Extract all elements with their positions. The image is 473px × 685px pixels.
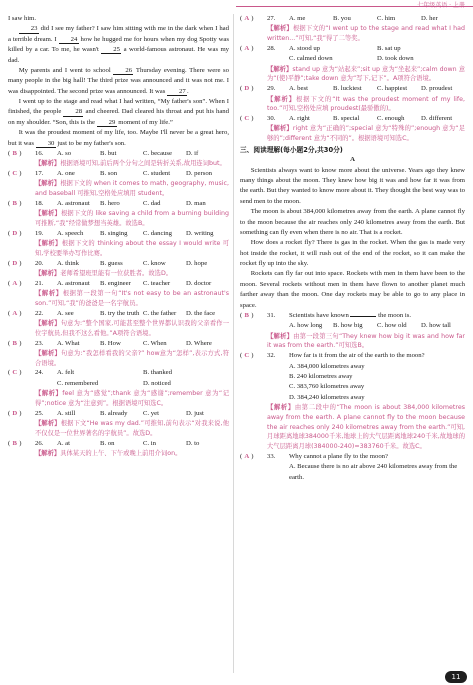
passage-paragraph xyxy=(8,66,229,97)
option-d: D. person xyxy=(186,170,213,177)
question-number: 17. xyxy=(35,170,44,177)
options xyxy=(289,84,465,94)
answer-slot: ( A ) xyxy=(240,44,267,54)
answer-letter: C xyxy=(12,170,18,177)
question-number: 18. xyxy=(35,199,44,207)
explanation: 【解析】老师希望班里能有一位获胜者。故选D。 xyxy=(35,270,173,277)
option-d: D. the face xyxy=(186,309,216,317)
passage-text: did I see my father? I saw him sitting with me in the dark when I had a terrible dream. I xyxy=(8,25,229,43)
option-b: B. but xyxy=(100,149,117,157)
option-a: A. right xyxy=(289,115,310,122)
explanation: 【解析】根据下文的 thinking about the essay I would write 可知,学校要举办写作比赛。 xyxy=(35,240,229,257)
question-stem: Scientists have known the moon is. xyxy=(289,311,412,319)
question-row xyxy=(240,44,465,65)
option-c: C. how old xyxy=(377,322,407,330)
answer-letter: B xyxy=(244,311,249,319)
passage-text: moment of my life.” xyxy=(116,118,173,126)
question-number: 30. xyxy=(267,115,276,122)
question-number: 26. xyxy=(35,439,44,447)
passage-paragraph xyxy=(8,24,229,66)
question-26 xyxy=(8,439,229,459)
passage-text: It was the proudest moment of my life, too. Maybe I'll never be a great hero, but it was xyxy=(8,129,229,147)
answer-letter: D xyxy=(12,229,18,237)
question-row xyxy=(240,14,465,24)
question-17 xyxy=(8,169,229,199)
question-29 xyxy=(240,84,465,114)
option-d: D. to xyxy=(186,439,200,447)
option-c: C. him xyxy=(377,15,396,22)
answer-slot: ( C ) xyxy=(8,368,35,378)
question-row xyxy=(8,229,229,239)
answer-slot: ( C ) xyxy=(240,351,267,361)
option-c: C. calmed down xyxy=(289,55,333,63)
passage-text: . xyxy=(187,87,189,95)
option-b: B. on xyxy=(100,439,115,447)
answer-letter: D xyxy=(12,259,18,267)
question-row xyxy=(8,439,229,449)
left-question-list xyxy=(8,149,229,459)
blank-23: 23 xyxy=(19,25,39,33)
question-30 xyxy=(240,114,465,144)
answer-letter: B xyxy=(12,149,17,157)
passage-text: I went up to the stage and read what I had written, “My father's son”. When I finished, the people xyxy=(8,98,229,116)
option-d: D. her xyxy=(421,15,438,22)
option-b: B. singing xyxy=(100,229,128,237)
option-b: B. you xyxy=(333,15,351,22)
option-d: D. noticed xyxy=(143,379,171,387)
option-c: C. enough xyxy=(377,115,405,122)
options-32 xyxy=(289,362,465,404)
blank-25: 25 xyxy=(101,46,121,54)
option-b: B. special xyxy=(333,115,360,122)
option-c: C. know xyxy=(143,259,166,267)
question-number: 19. xyxy=(35,229,44,237)
option-c: C. When xyxy=(143,339,167,347)
option-c: C. dad xyxy=(143,199,161,207)
question-27 xyxy=(240,14,465,44)
option-a: A. What xyxy=(57,339,80,347)
question-16 xyxy=(8,149,229,169)
options xyxy=(57,259,229,269)
answer-letter: D xyxy=(12,409,18,417)
question-24 xyxy=(8,368,229,408)
option-d: D. 384,240 kilometres away xyxy=(289,393,365,401)
question-number: 31. xyxy=(267,311,276,319)
option-a: A. astronaut xyxy=(57,279,90,287)
option-d: D. just xyxy=(186,409,204,417)
answer-letter: A xyxy=(244,44,250,52)
question-32 xyxy=(240,351,465,361)
option-d: D. proudest xyxy=(421,85,453,93)
explanation: 【解析】具体某天的上午、下午或晚上前用介词on。 xyxy=(35,449,182,457)
question-25 xyxy=(8,409,229,439)
option-a: A. so xyxy=(57,149,72,157)
option-b: B. 240 kilometres away xyxy=(289,372,353,380)
option-a: A. me xyxy=(289,15,306,22)
question-number: 28. xyxy=(267,44,276,52)
answer-letter: B xyxy=(12,199,17,207)
reading-paragraph: How does a rocket fly? There is gas in the rocket. When the gas is made very hot inside the rocket, it will rush out of the end of the rocket, so it can make the rocket fly up into the sky. xyxy=(240,239,465,267)
question-row xyxy=(8,149,229,159)
question-33 xyxy=(240,452,465,462)
passage-text: a world-famous astronaut. He was my dad. xyxy=(8,46,229,64)
question-18 xyxy=(8,199,229,229)
question-row xyxy=(8,279,229,289)
option-d: D. man xyxy=(186,199,206,207)
question-number: 33. xyxy=(267,452,276,460)
options xyxy=(57,309,229,319)
options xyxy=(57,149,229,159)
passage-paragraph xyxy=(8,97,229,128)
answer-slot: ( D ) xyxy=(240,84,267,94)
explanation: 【解析】根据下文的“I went up to the stage and read what I had written...”可知,“我”得了二等奖。 xyxy=(267,25,465,43)
question-number: 24. xyxy=(35,369,44,377)
explanation: 【解析】根据下文的 like saving a child from a burning building 可推断,“我”经常做梦想当英雄。故选B。 xyxy=(35,210,229,227)
option-a: A. still xyxy=(57,409,76,417)
passage-text: just to be my father's son. xyxy=(55,139,126,147)
option-a: A. Because there is no air above 240 kilometres away from the earth. xyxy=(289,463,458,481)
explanation: 【解析】根据下文“He was my dad.”可推知,前句表示“对我来说,他不仅仅是一位世界著名的宇航员”。故选D。 xyxy=(35,420,229,437)
option-b: B. how big xyxy=(333,322,363,330)
answer-letter: A xyxy=(244,452,250,460)
option-d: D. doctor xyxy=(186,279,212,287)
blank-26: 26 xyxy=(113,67,133,75)
option-c: C. the father xyxy=(143,309,177,317)
option-d: D. different xyxy=(421,115,453,122)
reading-paragraph: Scientists always want to know more about the universe. Years ago they knew many things about the moon. They knew how big it was and how far it was from the earth. But they wanted to know more about it. They thought the best way was to send men to the moon. xyxy=(240,166,465,205)
explanation: 【解析】句意为:“我怎样看我的父亲?” how意为“怎样”,表示方式,符合语境。 xyxy=(35,349,230,367)
right-column xyxy=(240,14,465,483)
options xyxy=(57,368,229,389)
option-b: B. luckiest xyxy=(333,85,362,93)
option-d: D. how tall xyxy=(421,322,451,330)
options xyxy=(57,439,229,449)
answer-letter: A xyxy=(12,309,18,317)
option-b: B. How xyxy=(100,339,121,347)
explanation: 【解析】stand up 意为“站起来”;sit up 意为“坐起来”;calm down 意为“(使)平静”;take down 意为“写下,记下”。A项符合语境。 xyxy=(267,65,466,83)
blank-24: 24 xyxy=(59,36,79,44)
explanation: 【解析】根据下文的“It was the proudest moment of my life, too.”可知,空格处应填 proudest(最骄傲的)。 xyxy=(267,95,465,113)
question-number: 32. xyxy=(267,352,276,360)
stem-blank xyxy=(350,316,376,317)
blank-27: 27 xyxy=(167,88,187,96)
blank-30: 30 xyxy=(36,140,56,148)
options xyxy=(289,44,465,65)
options-31 xyxy=(289,321,465,331)
answer-slot: ( A ) xyxy=(240,14,267,24)
question-number: 29. xyxy=(267,85,276,93)
option-c: C. 383,760 kilometres away xyxy=(289,383,365,391)
explanation: 【解析】feel 意为“感觉”;thank 意为“感谢”;remember 意为“记得”;notice 意为“注意到”。根据语境可知选C。 xyxy=(35,390,229,407)
question-row xyxy=(8,199,229,209)
option-c: C. because xyxy=(143,149,172,157)
question-stem: Why cannot a plane fly to the moon? xyxy=(289,452,388,460)
question-row xyxy=(8,339,229,349)
question-28 xyxy=(240,44,465,84)
options xyxy=(57,169,229,179)
options xyxy=(289,14,465,24)
option-b: B. thanked xyxy=(143,369,172,377)
answer-letter: A xyxy=(12,279,18,287)
question-19 xyxy=(8,229,229,259)
answer-letter: A xyxy=(244,15,250,22)
options xyxy=(57,409,229,419)
option-c: C. yet xyxy=(143,409,159,417)
answer-letter: C xyxy=(12,369,18,377)
option-a: A. at xyxy=(57,439,70,447)
option-c: C. happiest xyxy=(377,85,408,93)
option-c: C. remembered xyxy=(57,379,99,387)
answer-slot: ( D ) xyxy=(8,409,35,419)
answer-letter: B xyxy=(12,339,17,347)
passage-label: A xyxy=(350,156,355,164)
header-deco: 七年级英语 · 上册 xyxy=(417,2,465,9)
option-d: D. Where xyxy=(186,339,212,347)
option-c: C. dancing xyxy=(143,229,172,237)
question-number: 25. xyxy=(35,409,44,417)
answer-slot: ( B ) xyxy=(8,149,35,159)
passage-line: I saw him. xyxy=(8,15,37,22)
question-row xyxy=(8,368,229,389)
section-title: 三、阅读理解(每小题2分,共30分) xyxy=(240,145,343,154)
option-a: A. felt xyxy=(57,369,75,377)
left-column xyxy=(8,14,229,459)
question-number: 23. xyxy=(35,339,44,347)
question-row xyxy=(8,309,229,319)
options xyxy=(57,199,229,209)
question-20 xyxy=(8,259,229,279)
option-b: B. guess xyxy=(100,259,123,267)
passage-text: how he hugged me for hours when my dog Spotty was killed by a car. To me, he wasn't xyxy=(8,35,229,54)
explanation: 【解析】句意为:“整个国家,可能甚至整个世界都认识我的父亲看作一位宇航员,但我不这么看他。”A项符合语境。 xyxy=(35,320,230,337)
column-divider xyxy=(233,14,234,673)
option-a: A. speech xyxy=(57,229,84,237)
option-a: A. think xyxy=(57,259,79,267)
passage-text: and cheered. Dad cleared his throat and put his hand on my shoulder. “Son, this is the xyxy=(8,108,229,126)
option-a: A. astronaut xyxy=(57,199,90,207)
option-c: C. student xyxy=(143,170,171,177)
passage-paragraph xyxy=(8,128,229,149)
explanation: 【解析】right 意为“正确的”;special 意为“特殊的”;enough 意为“足够的”;different 意为“不同的”。根据语境可知选C。 xyxy=(267,125,465,143)
question-row xyxy=(8,259,229,269)
question-22 xyxy=(8,309,229,339)
question-number: 20. xyxy=(35,259,44,267)
answer-slot: ( B ) xyxy=(8,339,35,349)
option-d: D. took down xyxy=(377,55,414,63)
page-number: 11 xyxy=(445,671,467,683)
option-a: A. see xyxy=(57,309,74,317)
answer-letter: C xyxy=(244,352,250,360)
answer-slot: ( B ) xyxy=(240,311,267,321)
option-a: A. 384,000 kilometres away xyxy=(289,362,365,370)
answer-slot: ( B ) xyxy=(8,199,35,209)
answer-slot: ( D ) xyxy=(8,259,35,269)
answer-slot: ( C ) xyxy=(8,169,35,179)
answer-slot: ( C ) xyxy=(240,114,267,124)
question-row xyxy=(8,169,229,179)
reading-paragraph: The moon is about 384,000 kilometres away from the earth. A plane cannot fly to the moon because the air reaches only 240 kilometres away from the earth. But something can fly even when there is no air. That is a rocket. xyxy=(240,208,465,236)
option-a: A. how long xyxy=(289,322,323,330)
right-question-list xyxy=(240,14,465,144)
explanation: 【解析】根据下文的 when it comes to math, geography, music, and baseball 可推知,空格处应填用 student。 xyxy=(35,180,230,198)
passage-text: My parents and I went to school xyxy=(18,66,114,74)
options xyxy=(57,229,229,239)
option-c: C. in xyxy=(143,439,157,447)
question-row xyxy=(8,409,229,419)
question-row xyxy=(240,114,465,124)
explanation: 【解析】根据语境可知,前后两个分句之间是转折关系,故用连词but。 xyxy=(35,160,226,168)
option-b: B. try the truth xyxy=(100,309,140,317)
option-c: C. teacher xyxy=(143,279,171,287)
option-b: B. sat up xyxy=(377,44,401,52)
option-b: B. hero xyxy=(100,199,120,207)
answer-slot: ( A ) xyxy=(240,452,267,462)
question-number: 27. xyxy=(267,15,276,22)
question-number: 22. xyxy=(35,309,44,317)
question-stem: How far is it from the air of the earth to the moon? xyxy=(289,352,425,360)
option-b: B. already xyxy=(100,409,128,417)
page-header xyxy=(0,0,473,10)
passage-text: Thursday evening. There were so many people in the big hall! The third prize was announced and it was not me. I was disappointed. The second prize was announced. It was xyxy=(8,66,230,95)
question-row xyxy=(240,84,465,94)
option-a: A. best xyxy=(289,85,308,93)
option-d: D. if xyxy=(186,149,199,157)
question-21 xyxy=(8,279,229,309)
answer-letter: C xyxy=(244,115,250,122)
option-b: B. engineer xyxy=(100,279,131,287)
answer-slot: ( A ) xyxy=(8,279,35,289)
explanation: 【解析】根据第一段第一句“It's not easy to be an astronaut's son.”可知,“我”的爸爸是一名宇航员。 xyxy=(35,290,230,307)
answer-slot: ( D ) xyxy=(8,229,35,239)
option-b: B. son xyxy=(100,170,118,177)
question-number: 21. xyxy=(35,279,44,287)
question-23 xyxy=(8,339,229,369)
explanation-31: 【解析】由第一段第三句“They knew how big it was and how far it was from the earth.”可知选B。 xyxy=(267,332,466,350)
option-a: A. stood up xyxy=(289,44,321,52)
question-number: 16. xyxy=(35,149,44,157)
answer-slot: ( A ) xyxy=(8,309,35,319)
answer-letter: B xyxy=(12,439,17,447)
blank-28: 28 xyxy=(63,108,83,116)
option-d: D. writing xyxy=(186,229,214,237)
explanation-32: 【解析】由第二段中的“The moon is about 384,000 kilometres away from the earth. A plane cannot fly to the moon because the air reaches only 240 kilometres away from the earth.”可知,月球距离地球384000千米,地球上的大气层距离地球240千米,故地球的大气层距离月球(384000-240)=383760千米。故选C。 xyxy=(267,404,465,450)
option-d: D. hope xyxy=(186,259,208,267)
blank-29: 29 xyxy=(97,119,117,127)
reading-paragraph: Rockets can fly far out into space. Rockets with men in them have been to the moon. Several rockets without men in them have flown to another planet much farther away than the moon. One day rockets may be able to go to any place in space. xyxy=(240,270,465,309)
options xyxy=(57,339,229,349)
answer-letter: D xyxy=(244,85,250,93)
options xyxy=(289,114,465,124)
options xyxy=(57,279,229,289)
question-31 xyxy=(240,311,465,321)
option-a: A. one xyxy=(57,170,75,177)
answer-slot: ( B ) xyxy=(8,439,35,449)
